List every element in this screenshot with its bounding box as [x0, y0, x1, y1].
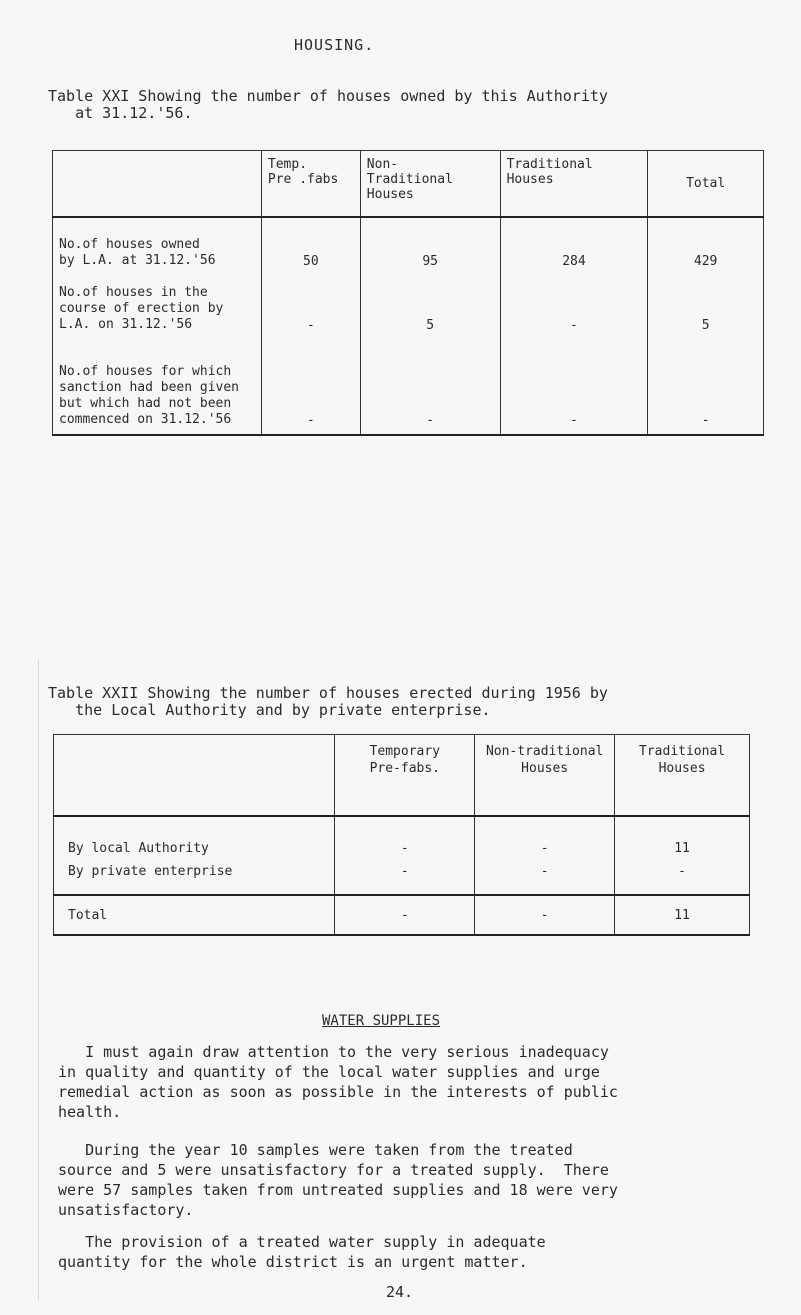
cell-value: - — [261, 275, 360, 339]
row-label: By private enterprise — [54, 860, 335, 895]
row-label: By local Authority — [54, 816, 335, 860]
table-22-caption: Table XXII Showing the number of houses erected during 1956 by the Local Authority and by private enterprise. — [48, 684, 608, 719]
table-row — [53, 217, 764, 275]
total-label: Total — [54, 895, 335, 935]
total-row — [54, 895, 750, 935]
t1-header-traditional: Traditional Houses — [500, 151, 648, 218]
t1-header-temp: Temp. Pre .fabs — [261, 151, 360, 218]
cell-value: - — [615, 860, 750, 895]
cell-value: - — [648, 339, 764, 435]
cell-value: 11 — [615, 816, 750, 860]
t1-header-non-traditional: Non- Traditional Houses — [360, 151, 500, 218]
cell-value: - — [475, 816, 615, 860]
row-label: No.of houses in the course of erection by L.A. on 31.12.'56 — [53, 275, 262, 339]
paragraph: The provision of a treated water supply in adequate quantity for the whole district is an urgent matter. — [58, 1233, 546, 1271]
cell-value: 11 — [615, 895, 750, 935]
cell-value: - — [360, 339, 500, 435]
houses-erected-table — [53, 734, 750, 936]
t2-header-non-traditional: Non-traditional Houses — [475, 735, 615, 817]
page-number: 24. — [386, 1283, 414, 1301]
cell-value: - — [335, 816, 475, 860]
cell-value: - — [500, 275, 648, 339]
row-label: No.of houses owned by L.A. at 31.12.'56 — [53, 217, 262, 275]
t1-header-total: Total — [648, 151, 764, 218]
t2-header-temporary: Temporary Pre-fabs. — [335, 735, 475, 817]
paragraph: I must again draw attention to the very serious inadequacy in quality and quantity of the local water supplies and urge remedial action as soon as possible in the interests of public health. — [58, 1043, 618, 1121]
table-row — [53, 275, 764, 339]
water-supplies-title: WATER SUPPLIES — [322, 1013, 441, 1029]
houses-owned-table — [52, 150, 764, 436]
cell-value: - — [335, 895, 475, 935]
cell-value: 5 — [648, 275, 764, 339]
table-row — [54, 816, 750, 860]
t2-header-traditional: Traditional Houses — [615, 735, 750, 817]
t2-header-blank — [54, 735, 335, 817]
table-row — [53, 339, 764, 435]
cell-value: - — [261, 339, 360, 435]
row-label: No.of houses for which sanction had been given but which had not been commenced on 31.12.'56 — [53, 339, 262, 435]
cell-value: 284 — [500, 217, 648, 275]
cell-value: - — [475, 895, 615, 935]
cell-value: 429 — [648, 217, 764, 275]
t1-header-blank — [53, 151, 262, 218]
cell-value: - — [500, 339, 648, 435]
margin-line — [38, 660, 39, 1300]
cell-value: 5 — [360, 275, 500, 339]
table-21-caption: Table XXI Showing the number of houses owned by this Authority at 31.12.'56. — [48, 87, 608, 122]
paragraph: During the year 10 samples were taken from the treated source and 5 were unsatisfactory for a treated supply. There were 57 samples taken from untreated supplies and 18 were very unsatisfactory. — [58, 1141, 618, 1219]
cell-value: 50 — [261, 217, 360, 275]
table-row — [54, 860, 750, 895]
cell-value: - — [335, 860, 475, 895]
cell-value: - — [475, 860, 615, 895]
page-heading: HOUSING. — [294, 36, 375, 54]
cell-value: 95 — [360, 217, 500, 275]
